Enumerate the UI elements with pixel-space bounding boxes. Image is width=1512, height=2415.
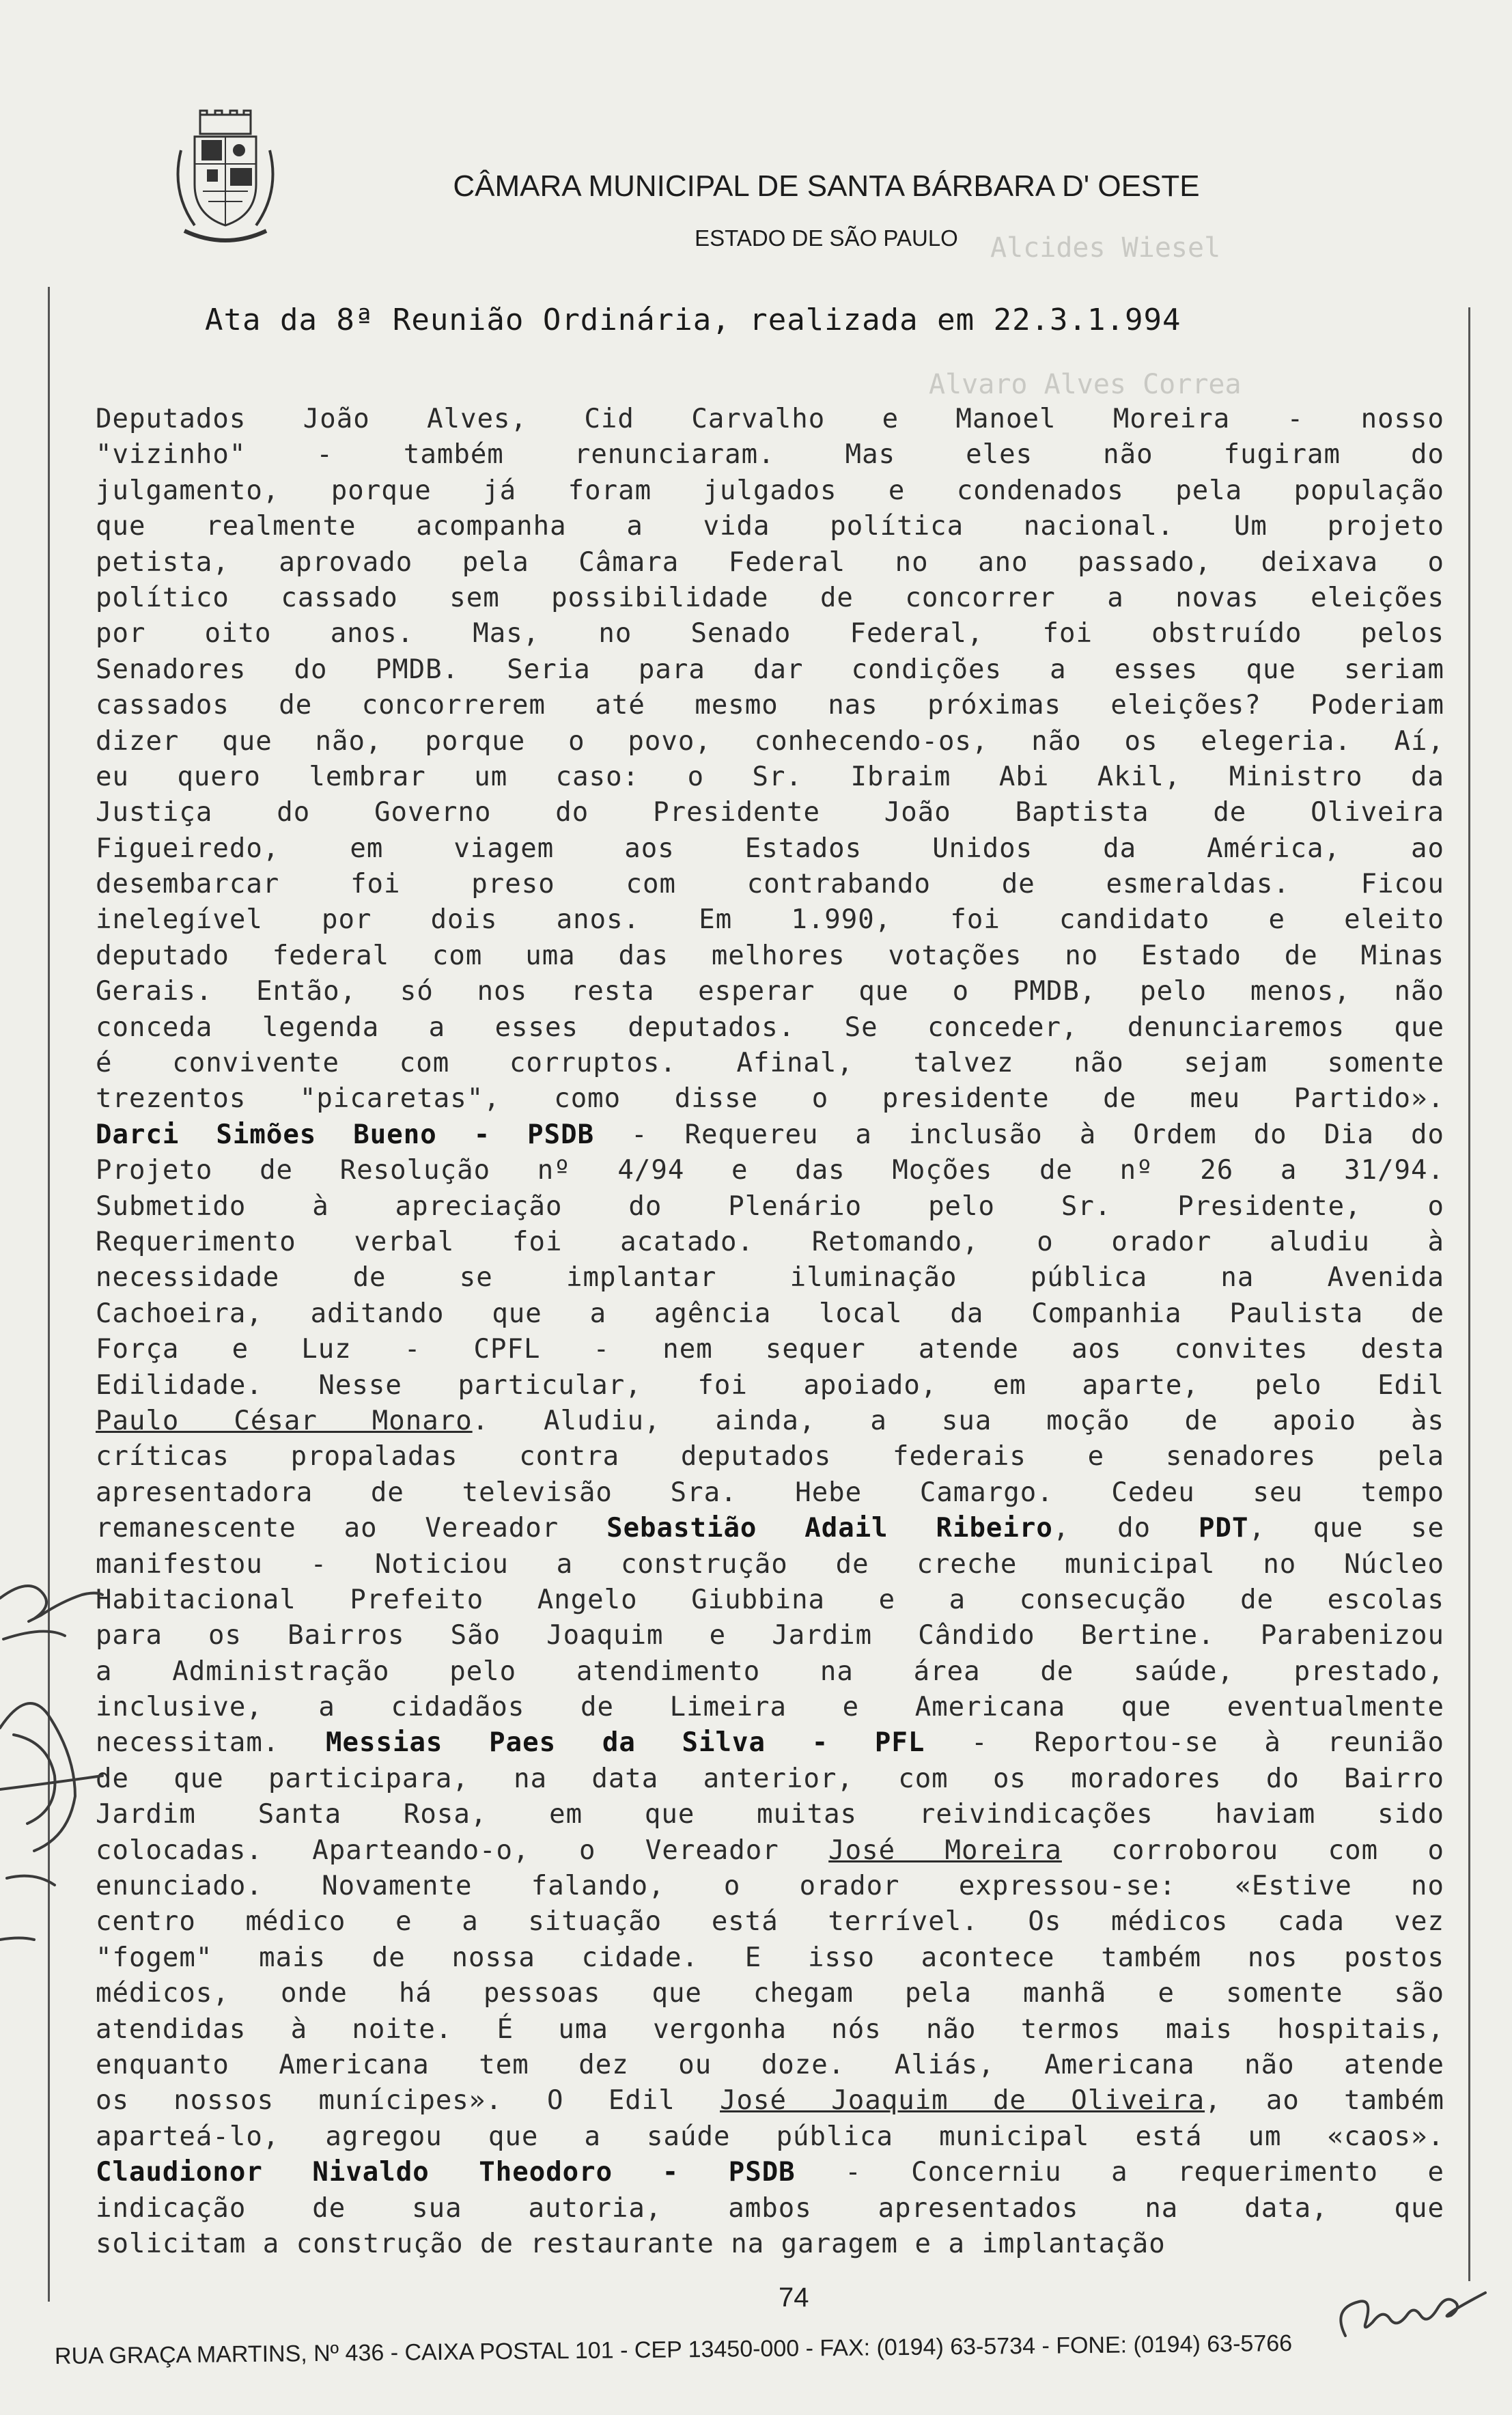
footer-address: RUA GRAÇA MARTINS, Nº 436 - CAIXA POSTAL 101 - CEP 13450-000 - FAX: (0194) 63-5734 - FONE: (0194) 63-5766	[54, 2330, 1293, 2369]
text-run: solicitam a construção de restaurante na garagem e a implantação	[96, 2228, 1166, 2259]
text-run: centro médico e a situação está terrível. Os médicos cada vez	[96, 1906, 1444, 1938]
speaker-name: PDT	[1198, 1513, 1249, 1544]
text-run: inelegível por dois anos. Em 1.990, foi candidato e eleito	[96, 904, 1444, 936]
bleed-through-text: Alcides Wiesel	[990, 232, 1221, 264]
text-run: manifestou - Noticiou a construção de creche municipal no Núcleo	[96, 1548, 1444, 1580]
text-line	[96, 688, 1444, 723]
text-line	[96, 437, 1444, 473]
text-line	[96, 2083, 1444, 2119]
text-line	[96, 1904, 1444, 1940]
text-line	[96, 1511, 1444, 1546]
text-line	[96, 545, 1444, 581]
text-line	[96, 1976, 1444, 2011]
municipal-crest-icon	[167, 109, 283, 246]
text-line	[96, 1761, 1444, 1797]
text-line	[96, 1189, 1444, 1225]
text-run: médicos, onde há pessoas que chegam pela manhã e somente são	[96, 1978, 1444, 2009]
text-line	[96, 1117, 1444, 1153]
text-line	[96, 1654, 1444, 1690]
speaker-name: Messias Paes da Silva - PFL	[326, 1727, 925, 1759]
text-run: - Concerniu a requerimento e	[795, 2157, 1444, 2188]
text-line	[96, 1260, 1444, 1296]
text-line	[96, 1582, 1444, 1618]
text-run: é convivente com corruptos. Afinal, talvez não sejam somente	[96, 1048, 1444, 1079]
text-run: remanescente ao Vereador	[96, 1513, 607, 1544]
text-line	[96, 1368, 1444, 1404]
cited-name: José Joaquim de Oliveira	[720, 2085, 1205, 2117]
text-line	[96, 1010, 1444, 1046]
text-run: Requerimento verbal foi acatado. Retomando, o orador aludiu à	[96, 1226, 1444, 1257]
text-line	[96, 1797, 1444, 1832]
institution-name: CÂMARA MUNICIPAL DE SANTA BÁRBARA D' OESTE	[453, 169, 1200, 203]
text-run: , do	[1052, 1513, 1199, 1544]
text-run: Submetido à apreciação do Plenário pelo Sr. Presidente, o	[96, 1190, 1444, 1222]
text-run: atendidas à noite. É uma vergonha nós não termos mais hospitais,	[96, 2013, 1444, 2045]
cited-name: Paulo César Monaro	[96, 1405, 473, 1436]
text-line	[96, 1547, 1444, 1582]
margin-signature-icon	[0, 1557, 109, 1981]
text-run: enquanto Americana tem dez ou doze. Aliás, Americana não atende	[96, 2049, 1444, 2080]
text-line	[96, 938, 1444, 974]
text-line	[96, 2191, 1444, 2226]
text-run: trezentos "picaretas", como disse o presidente de meu Partido».	[96, 1083, 1444, 1115]
text-line	[96, 831, 1444, 867]
speaker-name: Claudionor Nivaldo Theodoro - PSDB	[96, 2157, 796, 2188]
text-line	[96, 2119, 1444, 2155]
text-line	[96, 1439, 1444, 1475]
text-line	[96, 795, 1444, 830]
text-run: Deputados João Alves, Cid Carvalho e Manoel Moreira - nosso	[96, 404, 1444, 434]
text-line	[96, 2226, 1444, 2262]
text-run: apresentadora de televisão Sra. Hebe Camargo. Cedeu seu tempo	[96, 1477, 1444, 1508]
text-line	[96, 759, 1444, 795]
text-run: de que participara, na data anterior, com os moradores do Bairro	[96, 1763, 1444, 1794]
text-line	[96, 1225, 1444, 1260]
text-run: colocadas. Aparteando-o, o Vereador	[96, 1834, 829, 1866]
text-line	[96, 1618, 1444, 1653]
text-line	[96, 1081, 1444, 1117]
text-line	[96, 1725, 1444, 1761]
text-run: petista, aprovado pela Câmara Federal no ano passado, deixava o	[96, 546, 1444, 578]
text-line	[96, 1690, 1444, 1725]
minutes-body	[96, 402, 1444, 2262]
text-line	[96, 2155, 1444, 2190]
text-run: por oito anos. Mas, no Senado Federal, foi obstruído pelos	[96, 618, 1444, 650]
text-run: Força e Luz - CPFL - nem sequer atende aos convites desta	[96, 1334, 1444, 1365]
text-run: para os Bairros São Joaquim e Jardim Cândido Bertine. Parabenizou	[96, 1620, 1444, 1651]
text-run: Cachoeira, aditando que a agência local da Companhia Paulista de	[96, 1298, 1444, 1329]
text-run: que realmente acompanha a vida política nacional. Um projeto	[96, 511, 1444, 542]
text-line	[96, 1833, 1444, 1869]
bleed-through-text: Alvaro Alves Correa	[929, 369, 1242, 400]
text-run: dizer que não, porque o povo, conhecendo-os, não os elegeria. Aí,	[96, 725, 1444, 757]
text-run: , que se	[1248, 1513, 1444, 1544]
text-line	[96, 473, 1444, 509]
text-run: indicação de sua autoria, ambos apresentados na data, que	[96, 2192, 1444, 2224]
right-margin-rule	[1468, 307, 1470, 2281]
text-run: - Requereu a inclusão à Ordem do Dia do	[594, 1119, 1444, 1150]
text-run: aparteá-lo, agregou que a saúde pública municipal está um «caos».	[96, 2121, 1444, 2152]
text-line	[96, 902, 1444, 938]
text-run: Gerais. Então, só nos resta esperar que o PMDB, pelo menos, não	[96, 976, 1444, 1007]
text-run: inclusive, a cidadãos de Limeira e Americana que eventualmente	[96, 1692, 1444, 1723]
speaker-name: Darci Simões Bueno - PSDB	[96, 1119, 595, 1150]
text-run: Jardim Santa Rosa, em que muitas reivindicações haviam sido	[96, 1799, 1444, 1830]
text-run: Justiça do Governo do Presidente João Baptista de Oliveira	[96, 797, 1444, 828]
text-run: eu quero lembrar um caso: o Sr. Ibraim Abi Akil, Ministro da	[96, 761, 1444, 792]
text-run: , ao também	[1205, 2085, 1444, 2117]
text-line	[96, 1046, 1444, 1081]
text-run: enunciado. Novamente falando, o orador expressou-se: «Estive no	[96, 1871, 1444, 1902]
text-line	[96, 581, 1444, 616]
text-line	[96, 974, 1444, 1009]
text-run: corroborou com o	[1061, 1834, 1444, 1866]
text-line	[96, 1475, 1444, 1511]
institution-state: ESTADO DE SÃO PAULO	[695, 225, 958, 251]
text-run: cassados de concorrerem até mesmo nas próximas eleições? Poderiam	[96, 690, 1444, 721]
text-line	[96, 1296, 1444, 1332]
text-line	[96, 724, 1444, 759]
text-line	[96, 1332, 1444, 1367]
text-run: necessidade de se implantar iluminação pública na Avenida	[96, 1262, 1444, 1294]
text-run: deputado federal com uma das melhores votações no Estado de Minas	[96, 940, 1444, 971]
text-run: desembarcar foi preso com contrabando de esmeraldas. Ficou	[96, 869, 1444, 900]
text-line	[96, 1940, 1444, 1976]
text-line	[96, 509, 1444, 544]
text-run: - Reportou-se à reunião	[925, 1727, 1444, 1759]
text-line	[96, 616, 1444, 652]
text-run: necessitam.	[96, 1727, 326, 1759]
text-line	[96, 1869, 1444, 1904]
text-line	[96, 1153, 1444, 1188]
minutes-title: Ata da 8ª Reunião Ordinária, realizada em 22.3.1.994	[205, 303, 1181, 337]
text-run: os nossos munícipes». O Edil	[96, 2085, 720, 2117]
text-run: Senadores do PMDB. Seria para dar condições a esses que seriam	[96, 654, 1444, 685]
text-run: Figueiredo, em viagem aos Estados Unidos da América, ao	[96, 833, 1444, 864]
text-run: conceda legenda a esses deputados. Se conceder, denunciaremos que	[96, 1011, 1444, 1043]
text-run: político cassado sem possibilidade de concorrer a novas eleições	[96, 582, 1444, 613]
text-run: críticas propaladas contra deputados federais e senadores pela	[96, 1441, 1444, 1472]
text-run: a Administração pelo atendimento na área de saúde, prestado,	[96, 1656, 1444, 1687]
text-line	[96, 1404, 1444, 1439]
text-run: julgamento, porque já foram julgados e condenados pela população	[96, 475, 1444, 506]
text-run: "vizinho" - também renunciaram. Mas eles não fugiram do	[96, 439, 1444, 471]
cited-name: José Moreira	[828, 1834, 1062, 1866]
text-run: Projeto de Resolução nº 4/94 e das Moções de nº 26 a 31/94.	[96, 1155, 1444, 1186]
left-margin-rule	[48, 287, 50, 2302]
page-signature-icon	[1332, 2274, 1509, 2356]
speaker-name: Sebastião Adail Ribeiro	[606, 1513, 1053, 1544]
text-run: "fogem" mais de nossa cidade. E isso acontece também nos postos	[96, 1942, 1444, 1973]
text-line	[96, 867, 1444, 902]
text-run: Edilidade. Nesse particular, foi apoiado, em aparte, pelo Edil	[96, 1369, 1444, 1401]
text-line	[96, 652, 1444, 688]
text-line	[96, 402, 1444, 437]
text-run: Habitacional Prefeito Angelo Giubbina e a consecução de escolas	[96, 1584, 1444, 1615]
text-run: . Aludiu, ainda, a sua moção de apoio às	[472, 1405, 1444, 1436]
page-number: 74	[779, 2283, 809, 2313]
text-line	[96, 2012, 1444, 2048]
text-line	[96, 2048, 1444, 2083]
